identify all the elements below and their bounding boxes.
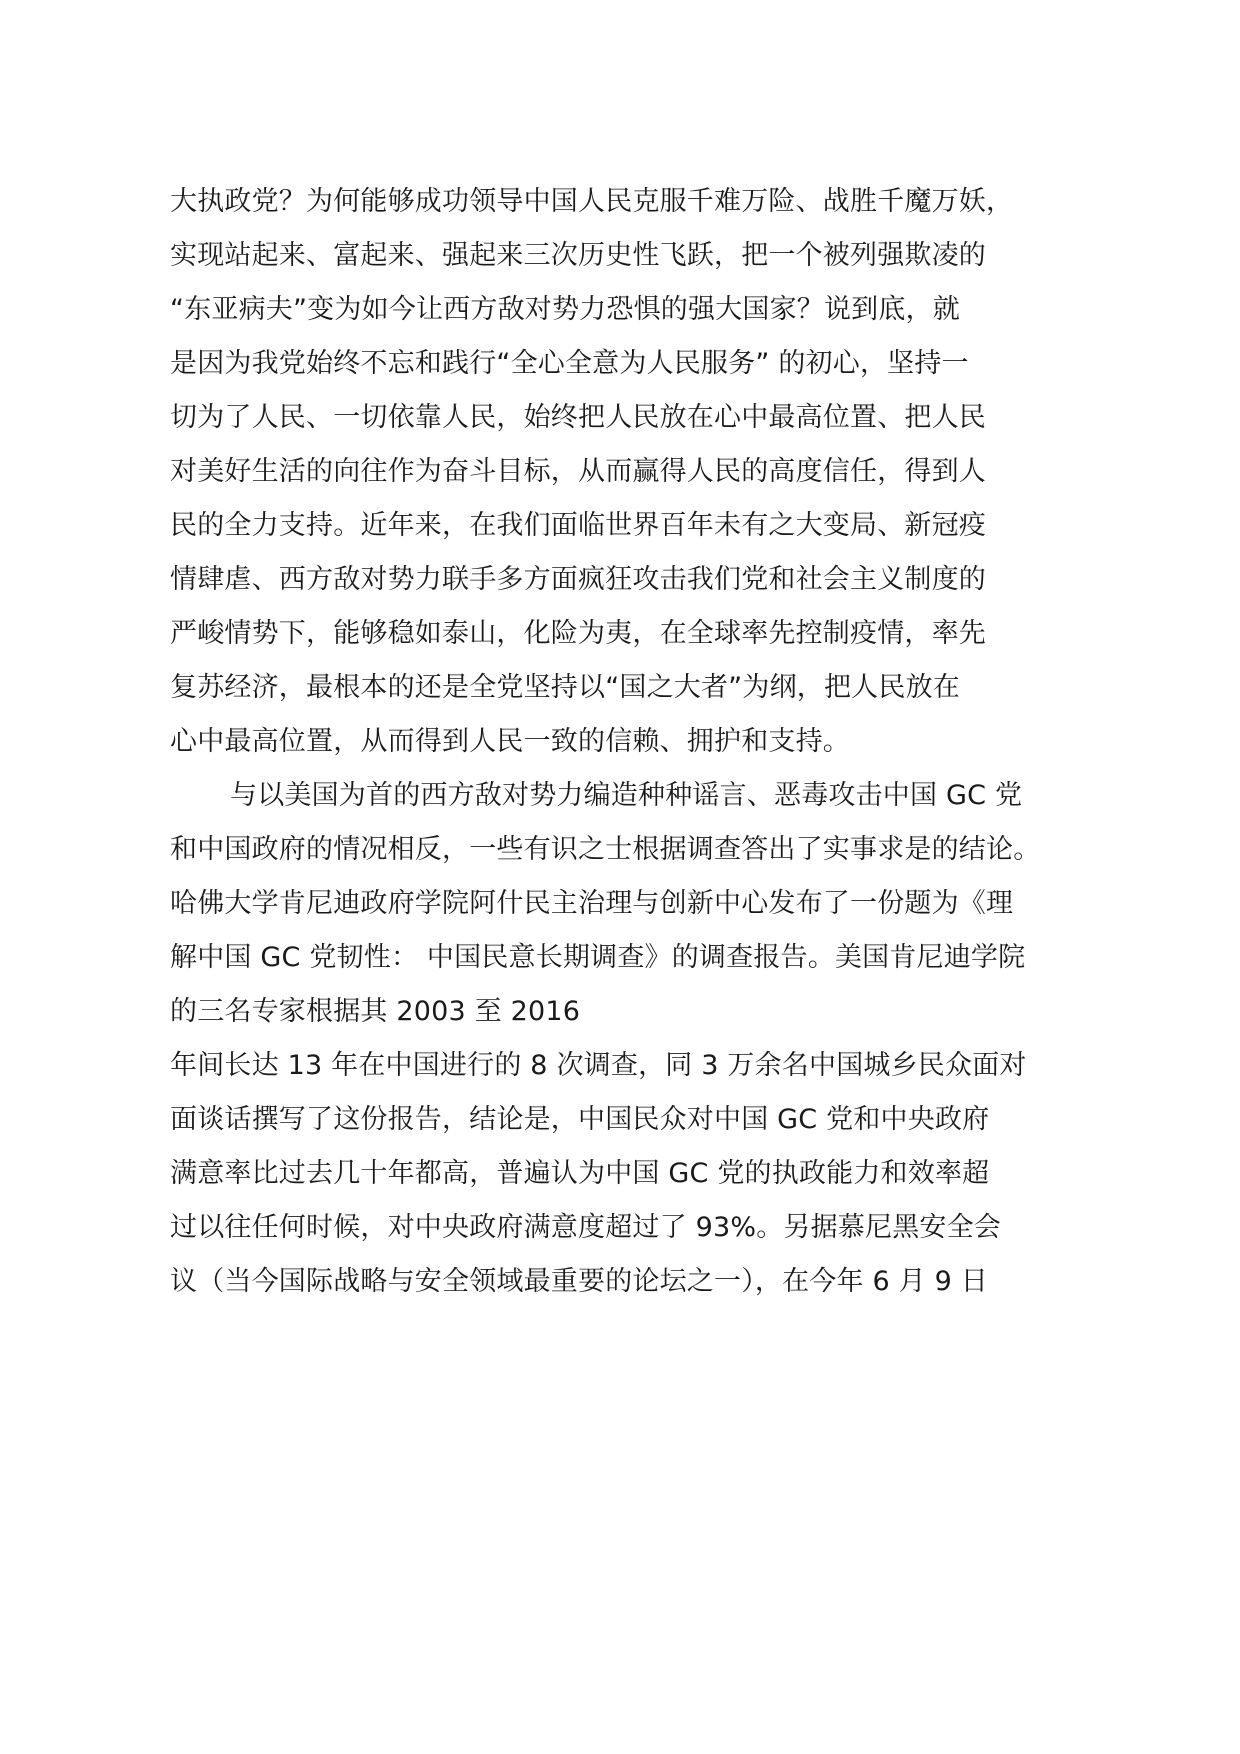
- text-line: 过以往任何时候，对中央政府满意度超过了 93%。另据慕尼黑安全会: [170, 1212, 1001, 1243]
- text-line: “东亚病夫”变为如今让西方敌对势力恐惧的强大国家？说到底，就: [170, 294, 960, 325]
- text-line: 心中最高位置，从而得到人民一致的信赖、拥护和支持。: [170, 726, 850, 757]
- text-line: 解中国 GC 党韧性： 中国民意长期调查》的调查报告。美国肯尼迪学院: [170, 942, 1026, 973]
- text-line: 民的全力支持。近年来，在我们面临世界百年未有之大变局、新冠疫: [170, 510, 986, 541]
- text-line: 切为了人民、一切依靠人民，始终把人民放在心中最高位置、把人民: [170, 402, 986, 433]
- text-line: 面谈话撰写了这份报告，结论是，中国民众对中国 GC 党和中央政府: [170, 1104, 990, 1135]
- text-line: 议（当今国际战略与安全领域最重要的论坛之一），在今年 6 月 9 日: [170, 1266, 988, 1297]
- text-line: 实现站起来、富起来、强起来三次历史性飞跃，把一个被列强欺凌的: [170, 240, 986, 271]
- text-line: 的三名专家根据其 2003 至 2016: [170, 996, 581, 1027]
- text-line: 复苏经济，最根本的还是全党坚持以“国之大者”为纲，把人民放在: [170, 672, 960, 703]
- text-line: 大执政党？为何能够成功领导中国人民克服千难万险、战胜千魔万妖，: [170, 186, 1014, 217]
- text-line: 和中国政府的情况相反，一些有识之士根据调查答出了实事求是的结论。: [170, 834, 1041, 865]
- text-line: 哈佛大学肯尼迪政府学院阿什民主治理与创新中心发布了一份题为《理: [170, 888, 1014, 919]
- text-line: 严峻情势下，能够稳如泰山，化险为夷，在全球率先控制疫情，率先: [170, 618, 986, 649]
- text-line: 满意率比过去几十年都高，普遍认为中国 GC 党的执政能力和效率超: [170, 1158, 990, 1189]
- text-line: 是因为我党始终不忘和践行“全心全意为人民服务” 的初心，坚持一: [170, 348, 969, 379]
- text-line: 情肆虐、西方敌对势力联手多方面疯狂攻击我们党和社会主义制度的: [170, 564, 986, 595]
- text-line: 年间长达 13 年在中国进行的 8 次调查，同 3 万余名中国城乡民众面对: [170, 1050, 1027, 1081]
- paragraph-start-line: 与以美国为首的西方敌对势力编造种种谣言、恶毒攻击中国 GC 党: [230, 780, 1023, 811]
- text-line: 对美好生活的向往作为奋斗目标，从而赢得人民的高度信任，得到人: [170, 456, 986, 487]
